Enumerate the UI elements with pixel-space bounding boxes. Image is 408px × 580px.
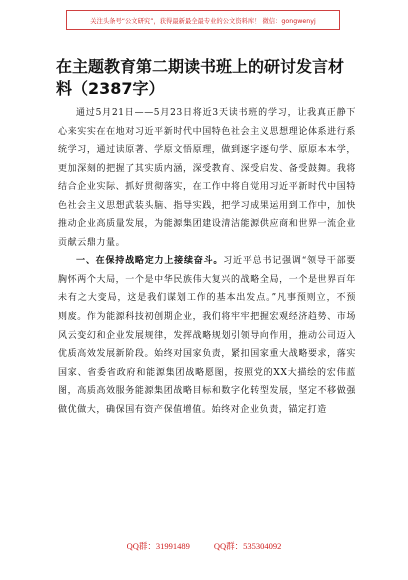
footer-qq-group-2: QQ群：535304092 — [213, 541, 282, 551]
document-body — [58, 104, 356, 419]
section-paragraph — [58, 252, 356, 419]
section-text: 习近平总书记强调“领导干部要胸怀两个大局，一个是中华民族伟大复兴的战略全局，一个是世界百年未有之大变局，这是我们谋划工作的基本出发点。”凡事预则立，不预则废。作为能源科技初创期企业，我们将牢牢把握宏观经济趋势、市场风云变幻和企业发展规律，发挥战略规划引领导向作用，推动公司迈入优质高效发展新阶段。始终对国家负责，紧扣国家重大战略要求，落实国家、省委省政府和能源集团战略愿图，按照党的XX大描绘的宏伟蓝图，高质高效服务能源集团战略目标和数字化转型发展，坚定不移做强做优做大，确保国有资产保值增值。始终对企业负责，锚定打造 — [58, 256, 356, 415]
banner-text: 关注头条号“公文研究”，获得最新最全最专业的公文资料库！ 微信：gongwenyj — [90, 17, 316, 25]
section-heading: 一、在保持战略定力上接续奋斗。 — [76, 256, 224, 267]
document-title: 在主题教育第二期读书班上的研讨发言材料（2387字） — [56, 57, 345, 98]
intro-paragraph: 通过5月21日——5月23日将近3天读书班的学习，让我真正静下心来实实在在地对习近平新时代中国特色社会主义思想理论体系进行系统学习，通过读原著、学原文悟原理，做到逐字逐句学、原原本本学，更加深刻的把握了其实质内涵，深受教育、深受启发、备受鼓舞。我将结合企业实际、抓好贯彻落实，在工作中将自觉用习近平新时代中国特色社会主义思想武装头脑、指导实践，把学习成果运用到工作中，加快推动企业高质量发展，为能源集团建设清洁能源供应商和世界一流企业贡献云鼎力量。 — [58, 108, 356, 248]
page-footer — [0, 540, 408, 554]
footer-qq-group-1: QQ群：31991489 — [126, 541, 190, 551]
header-banner — [66, 10, 340, 30]
